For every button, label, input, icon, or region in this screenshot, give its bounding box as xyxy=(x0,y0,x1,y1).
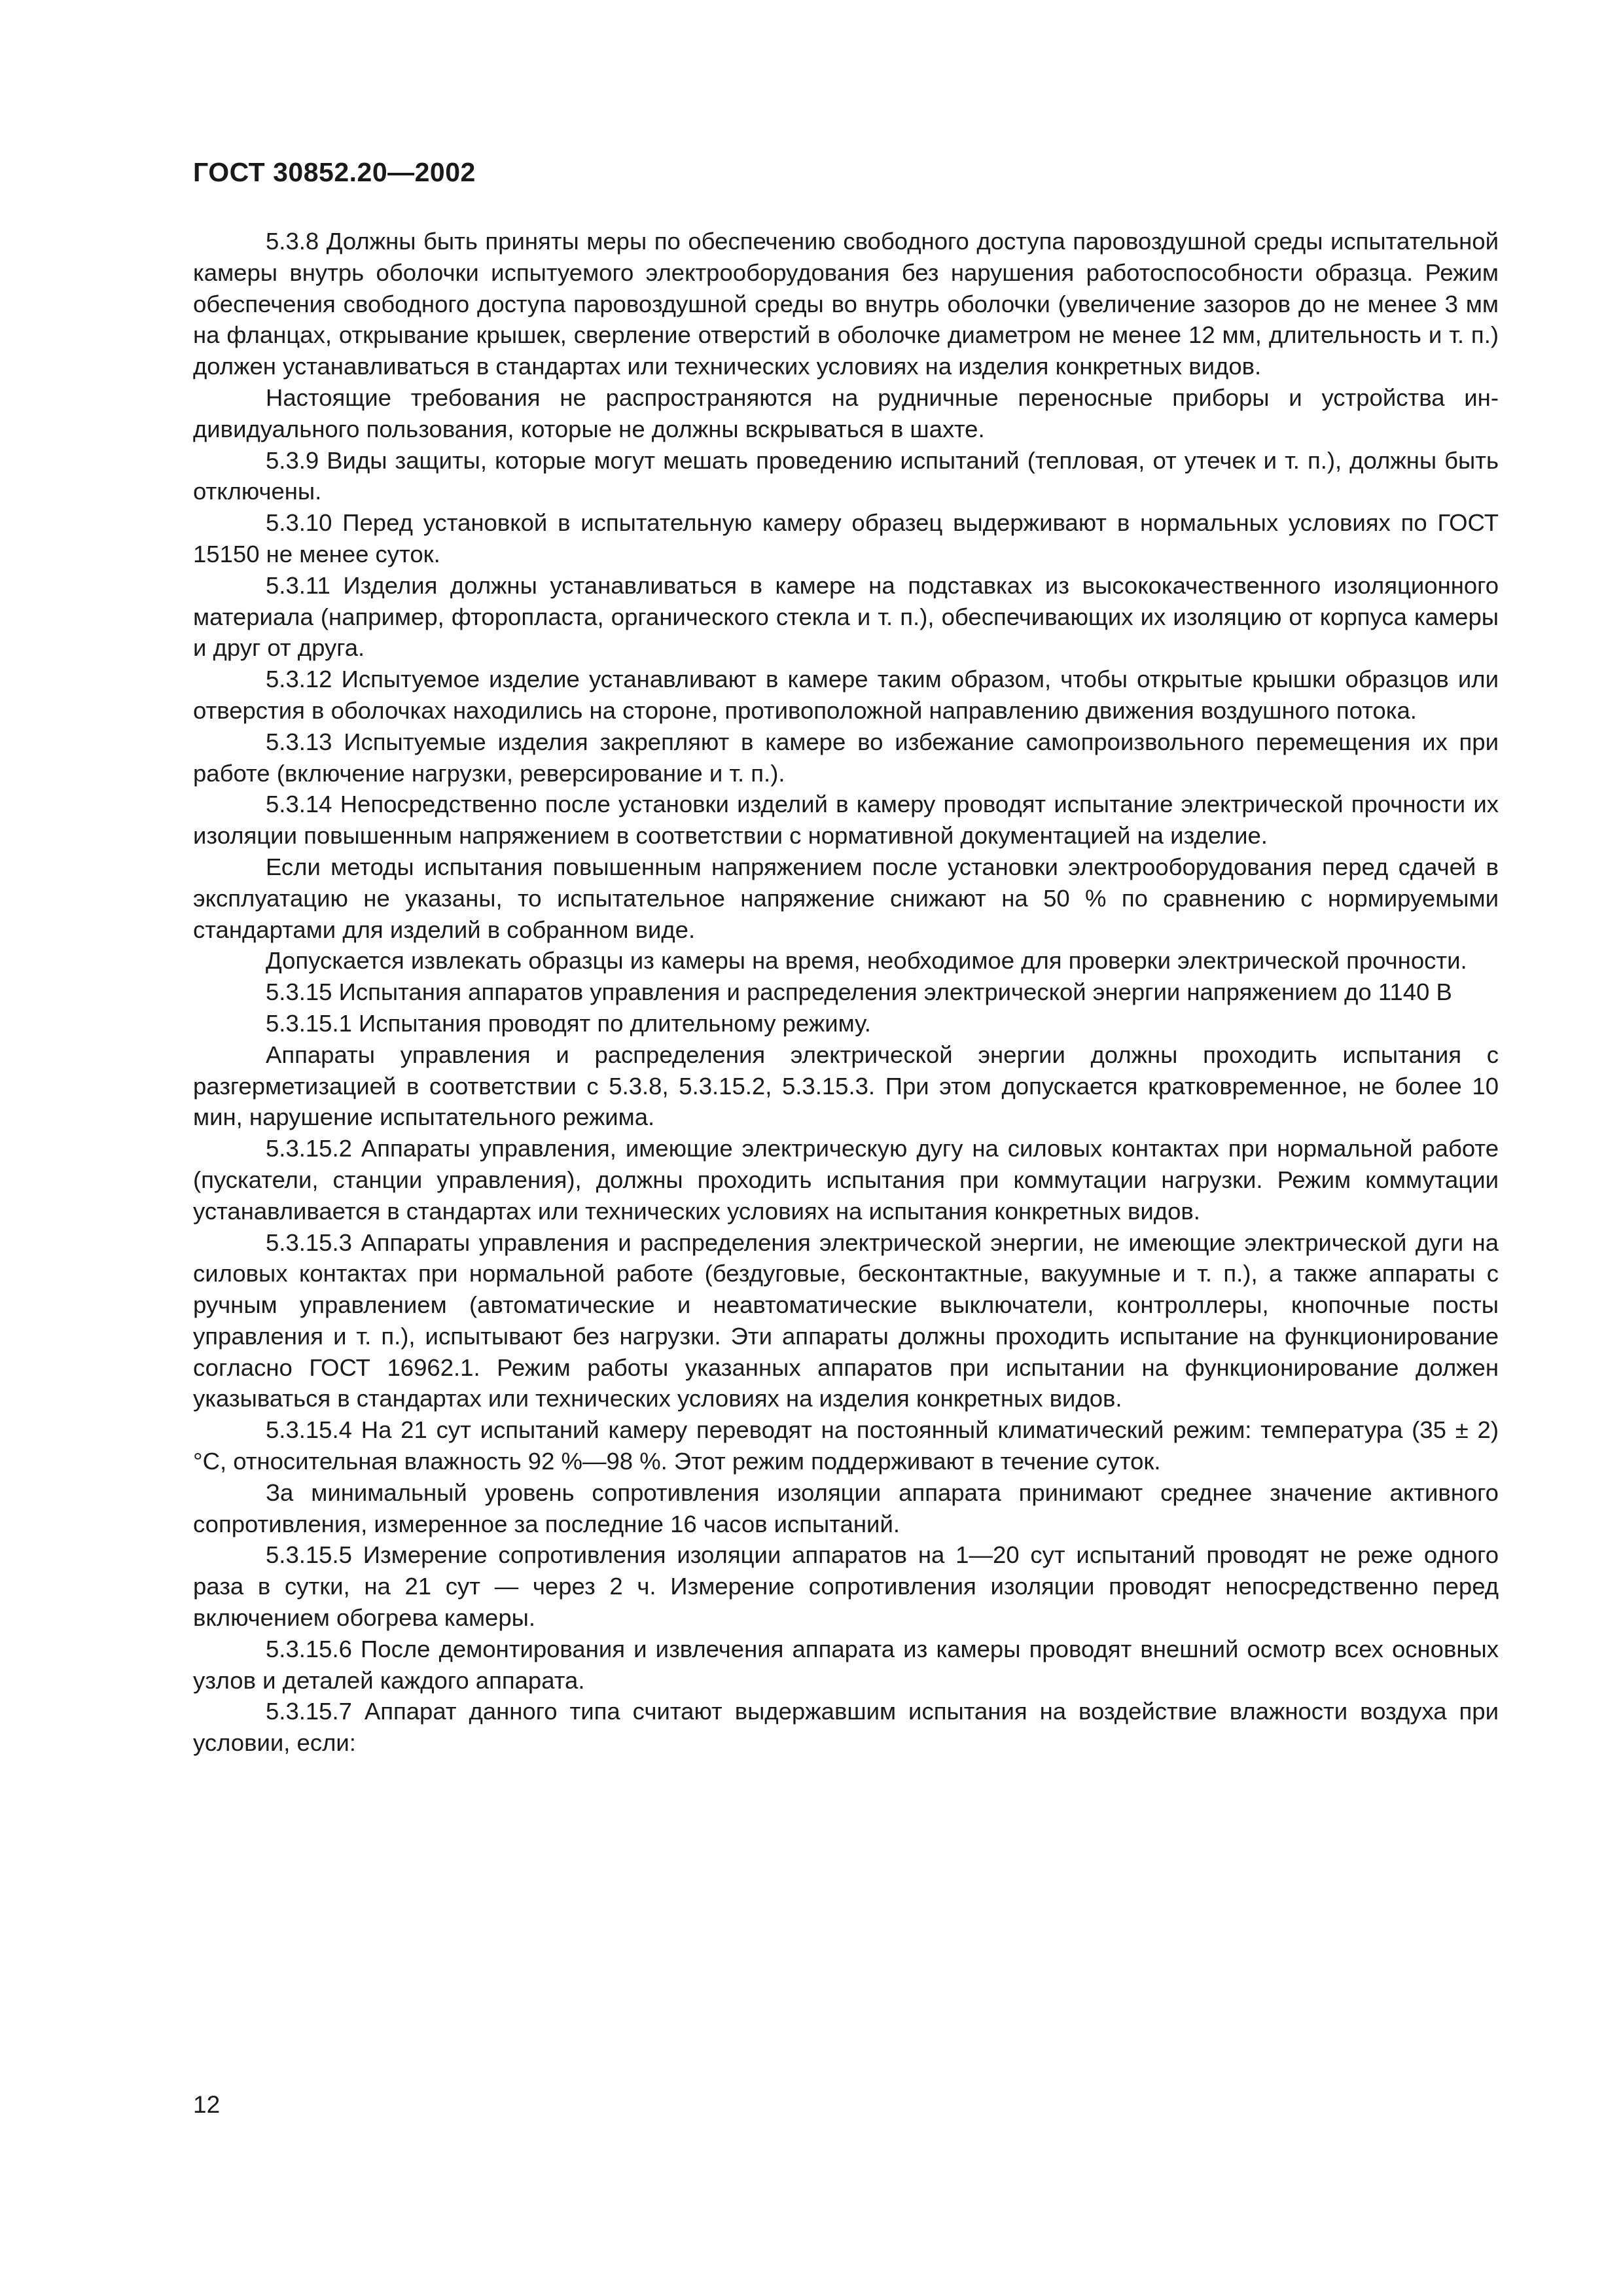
paragraph: 5.3.8 Должны быть приняты меры по обеспечению свободного доступа паровоздушной среды испытательной камеры внутрь оболочки испытуемого электрооборудования без нарушения работоспособности образца. Режим обеспечения свободного доступа паровоздушной среды во внутрь оболочки (увеличение зазоров до не менее 3 мм на фланцах, открывание крышек, сверление отверстий в оболочке диаметром не менее 12 мм, длительность и т. п.) должен устанавливаться в стандартах или технических условиях на изделия конкретных видов. xyxy=(193,228,1499,380)
paragraph: 5.3.15 Испытания аппаратов управления и распределения электрической энергии напряжением до 1140 В xyxy=(266,978,1452,1006)
paragraph: 5.3.15.6 После демонтирования и извлечения аппарата из камеры проводят внешний осмотр всех основных узлов и деталей каждого аппарата. xyxy=(193,1635,1499,1694)
paragraph: 5.3.10 Перед установкой в испытательную камеру образец выдерживают в нормальных условиях по ГОСТ 15150 не менее суток. xyxy=(193,509,1499,567)
paragraph: 5.3.11 Изделия должны устанавливаться в камере на подставках из высококачественного изоляционного материала (например, фторопласта, органического стекла и т. п.), обеспечивающих их изоляцию от корпуса камеры и друг от друга. xyxy=(193,571,1499,662)
document-body xyxy=(193,226,1499,1759)
document-code-header: ГОСТ 30852.20—2002 xyxy=(193,157,476,187)
paragraph: 5.3.9 Виды защиты, которые могут мешать проведению испытаний (тепловая, от утечек и т. п.), должны быть отключены. xyxy=(193,446,1499,505)
paragraph: 5.3.15.1 Испытания проводят по длительному режиму. xyxy=(266,1009,871,1037)
paragraph: Аппараты управления и распределения электрической энергии должны проходить испытания с разгерметизацией в соответствии с 5.3.8, 5.3.15.2, 5.3.15.3. При этом допускается кратковременное, не более 10 мин, нарушение испытательного режима. xyxy=(193,1041,1499,1131)
paragraph: 5.3.15.5 Измерение сопротивления изоляции аппаратов на 1—20 сут испытаний проводят не реже одного раза в сутки, на 21 сут — через 2 ч. Измерение сопротивления изоляции проводят непосредственно перед включением обогрева камеры. xyxy=(193,1541,1499,1632)
paragraph: 5.3.14 Непосредственно после установки изделий в камеру проводят испытание электрической прочности их изоляции повышенным напряжением в соответствии с нормативной документацией на изделие. xyxy=(193,791,1499,850)
paragraph: Настоящие требования не распространяются на рудничные переносные приборы и устройства индивидуального пользования, которые не должны вскрываться в шахте. xyxy=(193,384,1499,442)
paragraph: 5.3.12 Испытуемое изделие устанавливают в камере таким образом, чтобы открытые крышки образцов или отверстия в оболочках находились на стороне, противоположной направлению движения воздушного потока. xyxy=(193,666,1499,724)
paragraph: 5.3.13 Испытуемые изделия закрепляют в камере во избежание самопроизвольного перемещения их при работе (включение нагрузки, реверсирование и т. п.). xyxy=(193,728,1499,787)
paragraph: За минимальный уровень сопротивления изоляции аппарата принимают среднее значение активного сопротивления, измеренное за последние 16 часов испытаний. xyxy=(193,1479,1499,1537)
paragraph: 5.3.15.7 Аппарат данного типа считают выдержавшим испытания на воздействие влажности воздуха при условии, если: xyxy=(193,1698,1499,1757)
paragraph: Если методы испытания повышенным напряжением после установки электрооборудования перед сдачей в эксплуатацию не указаны, то испытательное напряжение снижают на 50 % по сравнению с нормируемыми стандартами для изделий в собранном виде. xyxy=(193,853,1499,943)
paragraph: 5.3.15.3 Аппараты управления и распределения электрической энергии, не имеющие электрической дуги на силовых контактах при нормальной работе (бездуговые, бесконтактные, вакуумные и т. п.), а также аппараты с ручным управлением (автоматические и неавтоматические выключатели, контроллеры, кнопочные посты управления и т. п.), испытывают без нагрузки. Эти аппараты должны проходить испытание на функционирование согласно ГОСТ 16962.1. Режим работы указанных аппаратов при испытании на функционирование должен указываться в стандартах или технических условиях на изделия конкретных видов. xyxy=(193,1229,1499,1412)
page-number: 12 xyxy=(193,2091,221,2118)
paragraph: Допускается извлекать образцы из камеры на время, необходимое для проверки электрической прочности. xyxy=(266,947,1467,975)
paragraph: 5.3.15.2 Аппараты управления, имеющие электрическую дугу на силовых контактах при нормальной работе (пускатели, станции управления), должны проходить испытания при коммутации нагрузки. Режим коммутации устанавливается в стандартах или технических условиях на испытания конкретных видов. xyxy=(193,1135,1499,1225)
paragraph: 5.3.15.4 На 21 сут испытаний камеру переводят на постоянный климатический режим: температура (35 ± 2) °С, относительная влажность 92 %—98 %. Этот режим поддерживают в течение суток. xyxy=(193,1416,1499,1475)
